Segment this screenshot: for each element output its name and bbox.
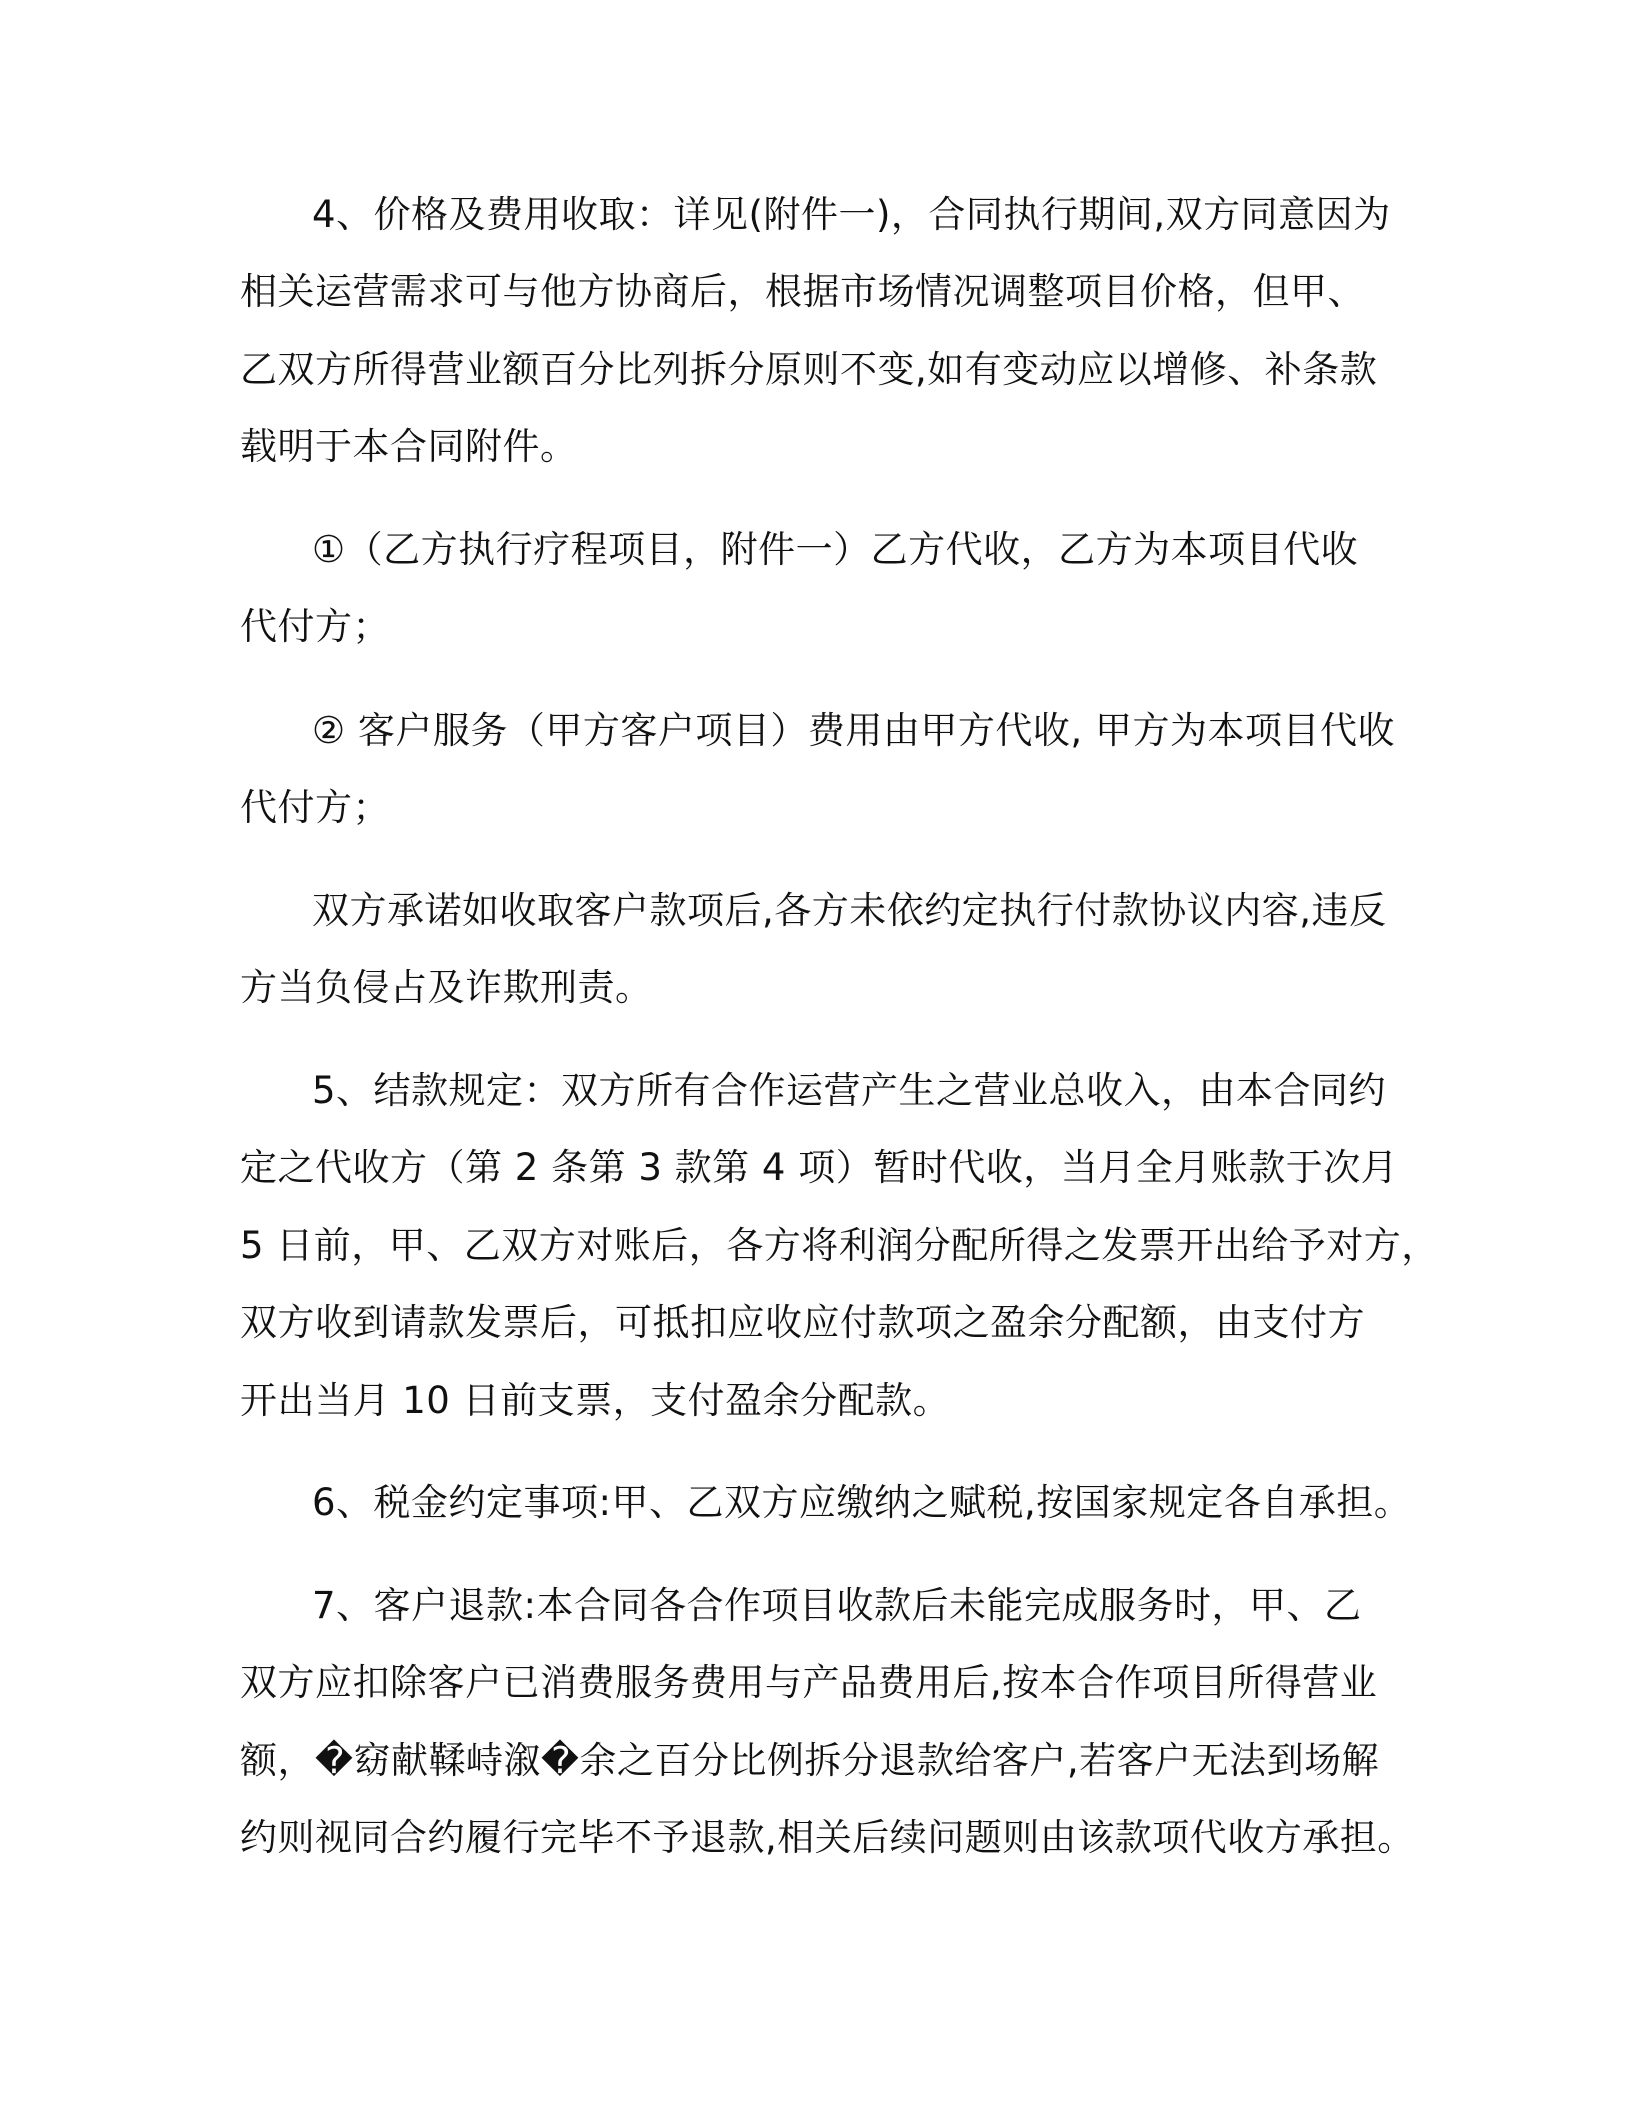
text-line: 相关运营需求可与他方协商后，根据市场情况调整项目价格，但甲、: [240, 270, 1365, 313]
text-line: 额，�窈献鞣峙溆�余之百分比例拆分退款给客户,若客户无法到场解: [240, 1739, 1380, 1782]
text-line: 4、价格及费用收取：详见(附件一)，合同执行期间,双方同意因为: [312, 193, 1391, 236]
text-line: 双方收到请款发票后，可抵扣应收应付款项之盈余分配额，由支付方: [240, 1301, 1365, 1344]
text-line: 代付方；: [240, 605, 390, 648]
text-line: 载明于本合同附件。: [240, 425, 578, 468]
text-line: 约则视同合约履行完毕不予退款,相关后续问题则由该款项代收方承担。: [240, 1816, 1415, 1859]
text-line: 双方应扣除客户已消费服务费用与产品费用后,按本合作项目所得营业: [240, 1661, 1378, 1704]
text-line: 5 日前，甲、乙双方对账后，各方将利润分配所得之发票开出给予对方，: [240, 1224, 1439, 1267]
text-line: 乙双方所得营业额百分比列拆分原则不变,如有变动应以增修、补条款: [240, 348, 1378, 391]
text-line: ①（乙方执行疗程项目，附件一）乙方代收，乙方为本项目代收: [312, 528, 1359, 571]
text-line: 定之代收方（第 2 条第 3 款第 4 项）暂时代收，当月全月账款于次月: [240, 1146, 1399, 1189]
text-line: 5、结款规定：双方所有合作运营产生之营业总收入，由本合同约: [312, 1069, 1387, 1112]
text-line: 6、税金约定事项:甲、乙双方应缴纳之赋税,按国家规定各自承担。: [312, 1481, 1412, 1524]
text-line: 代付方；: [240, 786, 390, 829]
text-line: 7、客户退款:本合同各合作项目收款后未能完成服务时，甲、乙: [312, 1584, 1362, 1627]
text-line: 方当负侵占及诈欺刑责。: [240, 966, 653, 1009]
text-line: 开出当月 10 日前支票，支付盈余分配款。: [240, 1379, 951, 1422]
text-line: 双方承诺如收取客户款项后,各方未依约定执行付款协议内容,违反: [312, 889, 1387, 932]
text-line: ② 客户服务（甲方客户项目）费用由甲方代收, 甲方为本项目代收: [312, 709, 1395, 752]
